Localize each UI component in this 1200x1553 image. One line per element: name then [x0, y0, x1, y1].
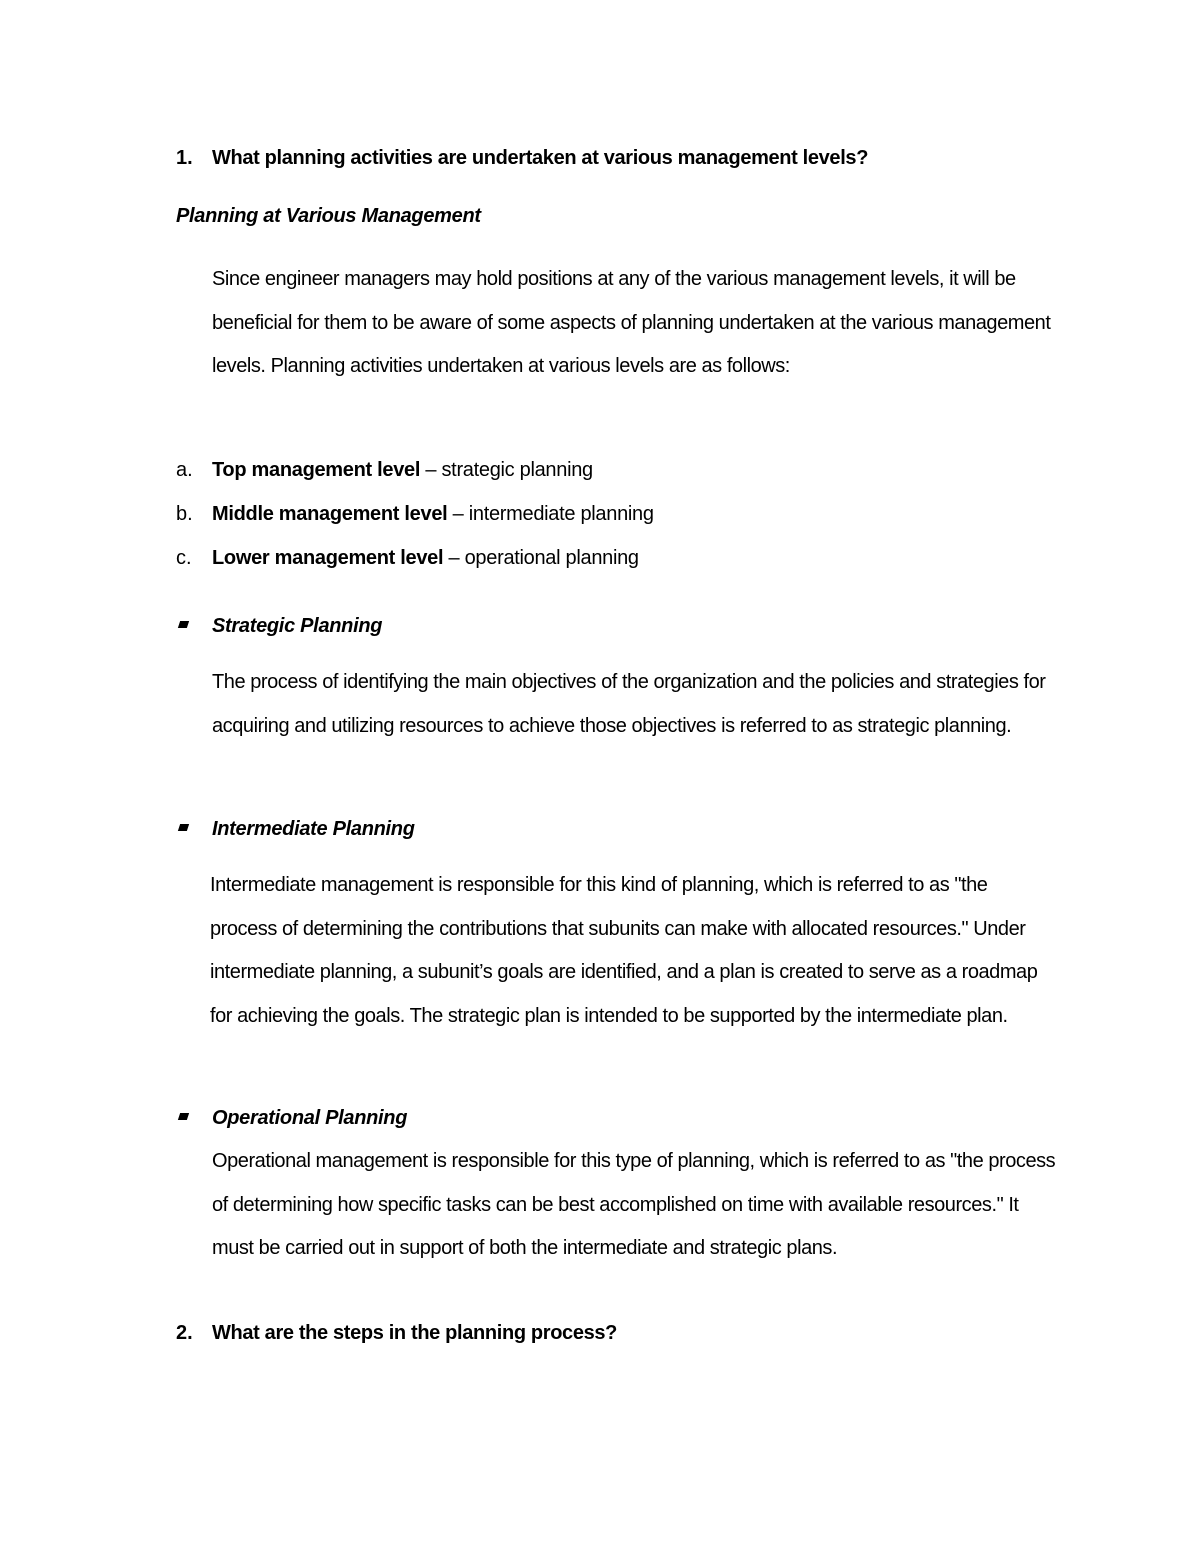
level-description: strategic planning [441, 459, 593, 481]
list-item [212, 546, 639, 570]
square-bullet-icon [178, 824, 189, 831]
intermediate-paragraph: Intermediate management is responsible for this kind of planning, which is referred to as "the process of determining the contributions that subunits can make with allocated resources." Under intermediate planning, a subunit’s goals are identified, and a plan is created to serve as a roadmap for achieving the goals. The strategic plan is intended to be supported by the intermediate plan. [210, 874, 1038, 1027]
question-1-number: 1. [176, 147, 193, 169]
level-separator: – [420, 459, 442, 481]
level-separator: – [443, 547, 465, 569]
operational-paragraph: Operational management is responsible for this type of planning, which is referred to as "the process of determining how specific tasks can be best accomplished on time with available resources." It must be carried out in support of both the intermediate and strategic plans. [212, 1150, 1056, 1259]
level-description: operational planning [464, 547, 639, 569]
level-label: Top management level [212, 459, 421, 481]
list-item [212, 458, 593, 482]
section-heading: Planning at Various Management [176, 205, 481, 227]
strategic-heading: Strategic Planning [212, 615, 383, 637]
level-label: Lower management level [212, 547, 444, 569]
intro-paragraph: Since engineer managers may hold positions at any of the various management levels, it will be beneficial for them to be aware of some aspects of planning undertaken at the various management levels. Planning activities undertaken at various levels are as follows: [212, 268, 1051, 377]
level-label: Middle management level [212, 503, 448, 525]
question-2-number: 2. [176, 1322, 193, 1344]
square-bullet-icon [178, 621, 189, 628]
intermediate-heading: Intermediate Planning [212, 818, 415, 840]
operational-heading: Operational Planning [212, 1107, 408, 1129]
square-bullet-icon [178, 1113, 189, 1120]
question-2-text: What are the steps in the planning process? [212, 1322, 618, 1344]
level-marker: c. [176, 547, 192, 569]
level-marker: a. [176, 459, 193, 481]
list-item [212, 502, 654, 526]
question-1-text: What planning activities are undertaken at various management levels? [212, 147, 869, 169]
level-marker: b. [176, 503, 193, 525]
level-separator: – [447, 503, 469, 525]
level-description: intermediate planning [468, 503, 654, 525]
strategic-paragraph: The process of identifying the main objectives of the organization and the policies and strategies for acquiring and utilizing resources to achieve those objectives is referred to as strategic planning. [212, 671, 1046, 737]
